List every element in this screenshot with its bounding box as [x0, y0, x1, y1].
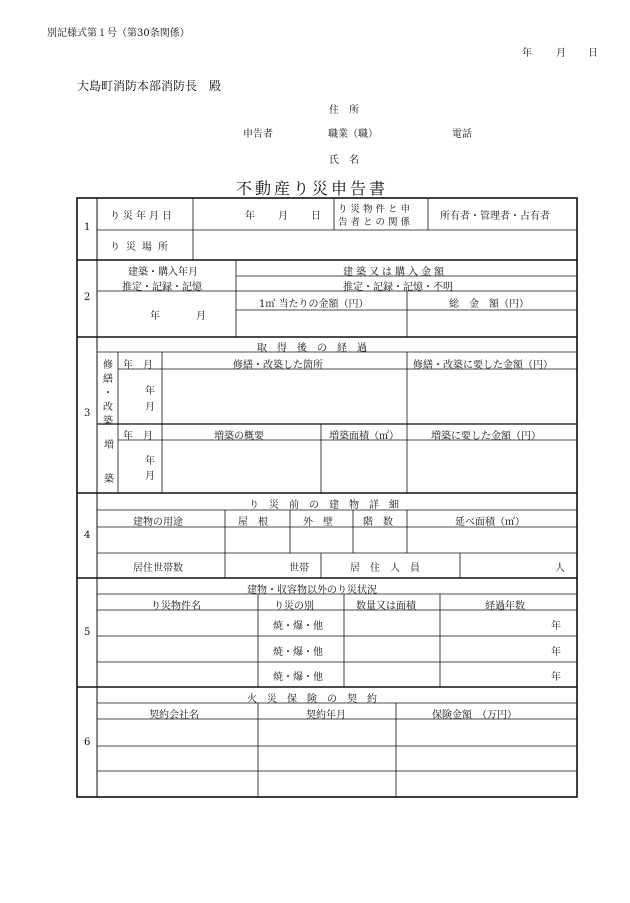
month-label: 月 [145, 471, 155, 482]
year-label: 年 [145, 386, 155, 397]
estimate-options-left: 推定・記録・記憶 [122, 282, 202, 293]
extension-cost-header: 増築に要した金額（円） [431, 431, 541, 442]
disaster-type-header: り災の別 [274, 601, 314, 612]
section-number: 5 [84, 627, 91, 638]
quantity-header: 数量又は面積 [356, 601, 416, 612]
contract-date-header: 契約年月 [306, 710, 346, 721]
amount-label: 建築又は購入金額 [343, 267, 447, 278]
floor-area-header: 延べ面積（㎡） [455, 517, 525, 528]
section-header: 建物・収容物以外のり災状況 [247, 585, 377, 596]
disaster-date-label: り災年月日 [110, 211, 175, 222]
roof-header: 屋 根 [238, 517, 268, 528]
relation-options: 所有者・管理者・占有者 [440, 211, 550, 222]
occupation-label: 職業（職） [328, 129, 378, 140]
total-amount-label: 総 金 額（円） [449, 299, 529, 310]
extension-vertical-label-1: 増 [104, 440, 114, 451]
insured-amount-header: 保険金額 （万円） [432, 710, 517, 721]
page-title: 不動産り災申告書 [236, 179, 389, 198]
disaster-place-label: り災場所 [110, 242, 174, 253]
applicant-label: 申告者 [243, 129, 273, 140]
extension-vertical-label-2: 築 [104, 474, 114, 485]
day-label: 日 [311, 211, 321, 222]
section-number: 3 [84, 408, 91, 419]
relation-label-line2: 告者との関係 [338, 217, 414, 228]
date-month-label: 月 [556, 48, 566, 59]
year-month-header: 年 月 [123, 431, 153, 442]
repair-place-header: 修繕・改築した箇所 [233, 360, 323, 371]
repair-vertical-label: 修 繕 ・ 改 築 [103, 360, 113, 427]
wall-header: 外 壁 [303, 517, 333, 528]
per-m2-label: 1㎡ 当たりの金額（円） [259, 299, 369, 310]
date-day-label: 日 [588, 48, 598, 59]
disaster-type-options: 焼・爆・他 [273, 672, 323, 683]
year-label: 年 [150, 311, 160, 322]
years-unit: 年 [551, 621, 561, 632]
extension-area-header: 増築面積（㎡） [329, 431, 399, 442]
relation-label-line1: り災物件と申 [338, 204, 414, 215]
person-unit: 人 [555, 563, 565, 574]
disaster-type-options: 焼・爆・他 [273, 647, 323, 658]
repair-cost-header: 修繕・改築に要した金額（円） [413, 360, 553, 371]
section-header: り 災 前 の 建 物 詳 細 [249, 500, 399, 511]
company-header: 契約会社名 [149, 710, 199, 721]
disaster-type-options: 焼・爆・他 [273, 621, 323, 632]
date-year-label: 年 [522, 48, 532, 59]
phone-label: 電話 [452, 129, 472, 140]
households-label: 居住世帯数 [133, 563, 183, 574]
month-label: 月 [278, 211, 288, 222]
addressee: 大島町消防本部消防長 殿 [77, 79, 222, 93]
extension-summary-header: 増築の概要 [214, 431, 264, 442]
month-label: 月 [145, 402, 155, 413]
years-unit: 年 [551, 647, 561, 658]
form-reference: 別記様式第１号（第30条関係） [47, 28, 190, 39]
year-label: 年 [145, 456, 155, 467]
address-label: 住 所 [329, 105, 359, 116]
name-label: 氏 名 [329, 155, 359, 166]
year-label: 年 [245, 211, 255, 222]
residents-label: 居 住 人 員 [350, 563, 420, 574]
section-number: 4 [84, 530, 91, 541]
section-header: 火 災 保 険 の 契 約 [247, 694, 377, 705]
section-header: 取 得 後 の 経 過 [257, 343, 367, 354]
elapsed-years-header: 経過年数 [485, 601, 525, 612]
item-name-header: り災物件名 [151, 601, 201, 612]
section-number: 1 [84, 222, 91, 233]
built-date-label: 建築・購入年月 [128, 267, 198, 278]
years-unit: 年 [551, 672, 561, 683]
month-label: 月 [196, 311, 206, 322]
floors-header: 階 数 [363, 517, 393, 528]
household-unit: 世帯 [289, 563, 309, 574]
estimate-options-right: 推定・記録・記憶・不明 [343, 282, 453, 293]
section-number: 6 [84, 737, 91, 748]
section-number: 2 [84, 292, 91, 303]
year-month-header: 年 月 [123, 360, 153, 371]
building-use-header: 建物の用途 [133, 517, 183, 528]
